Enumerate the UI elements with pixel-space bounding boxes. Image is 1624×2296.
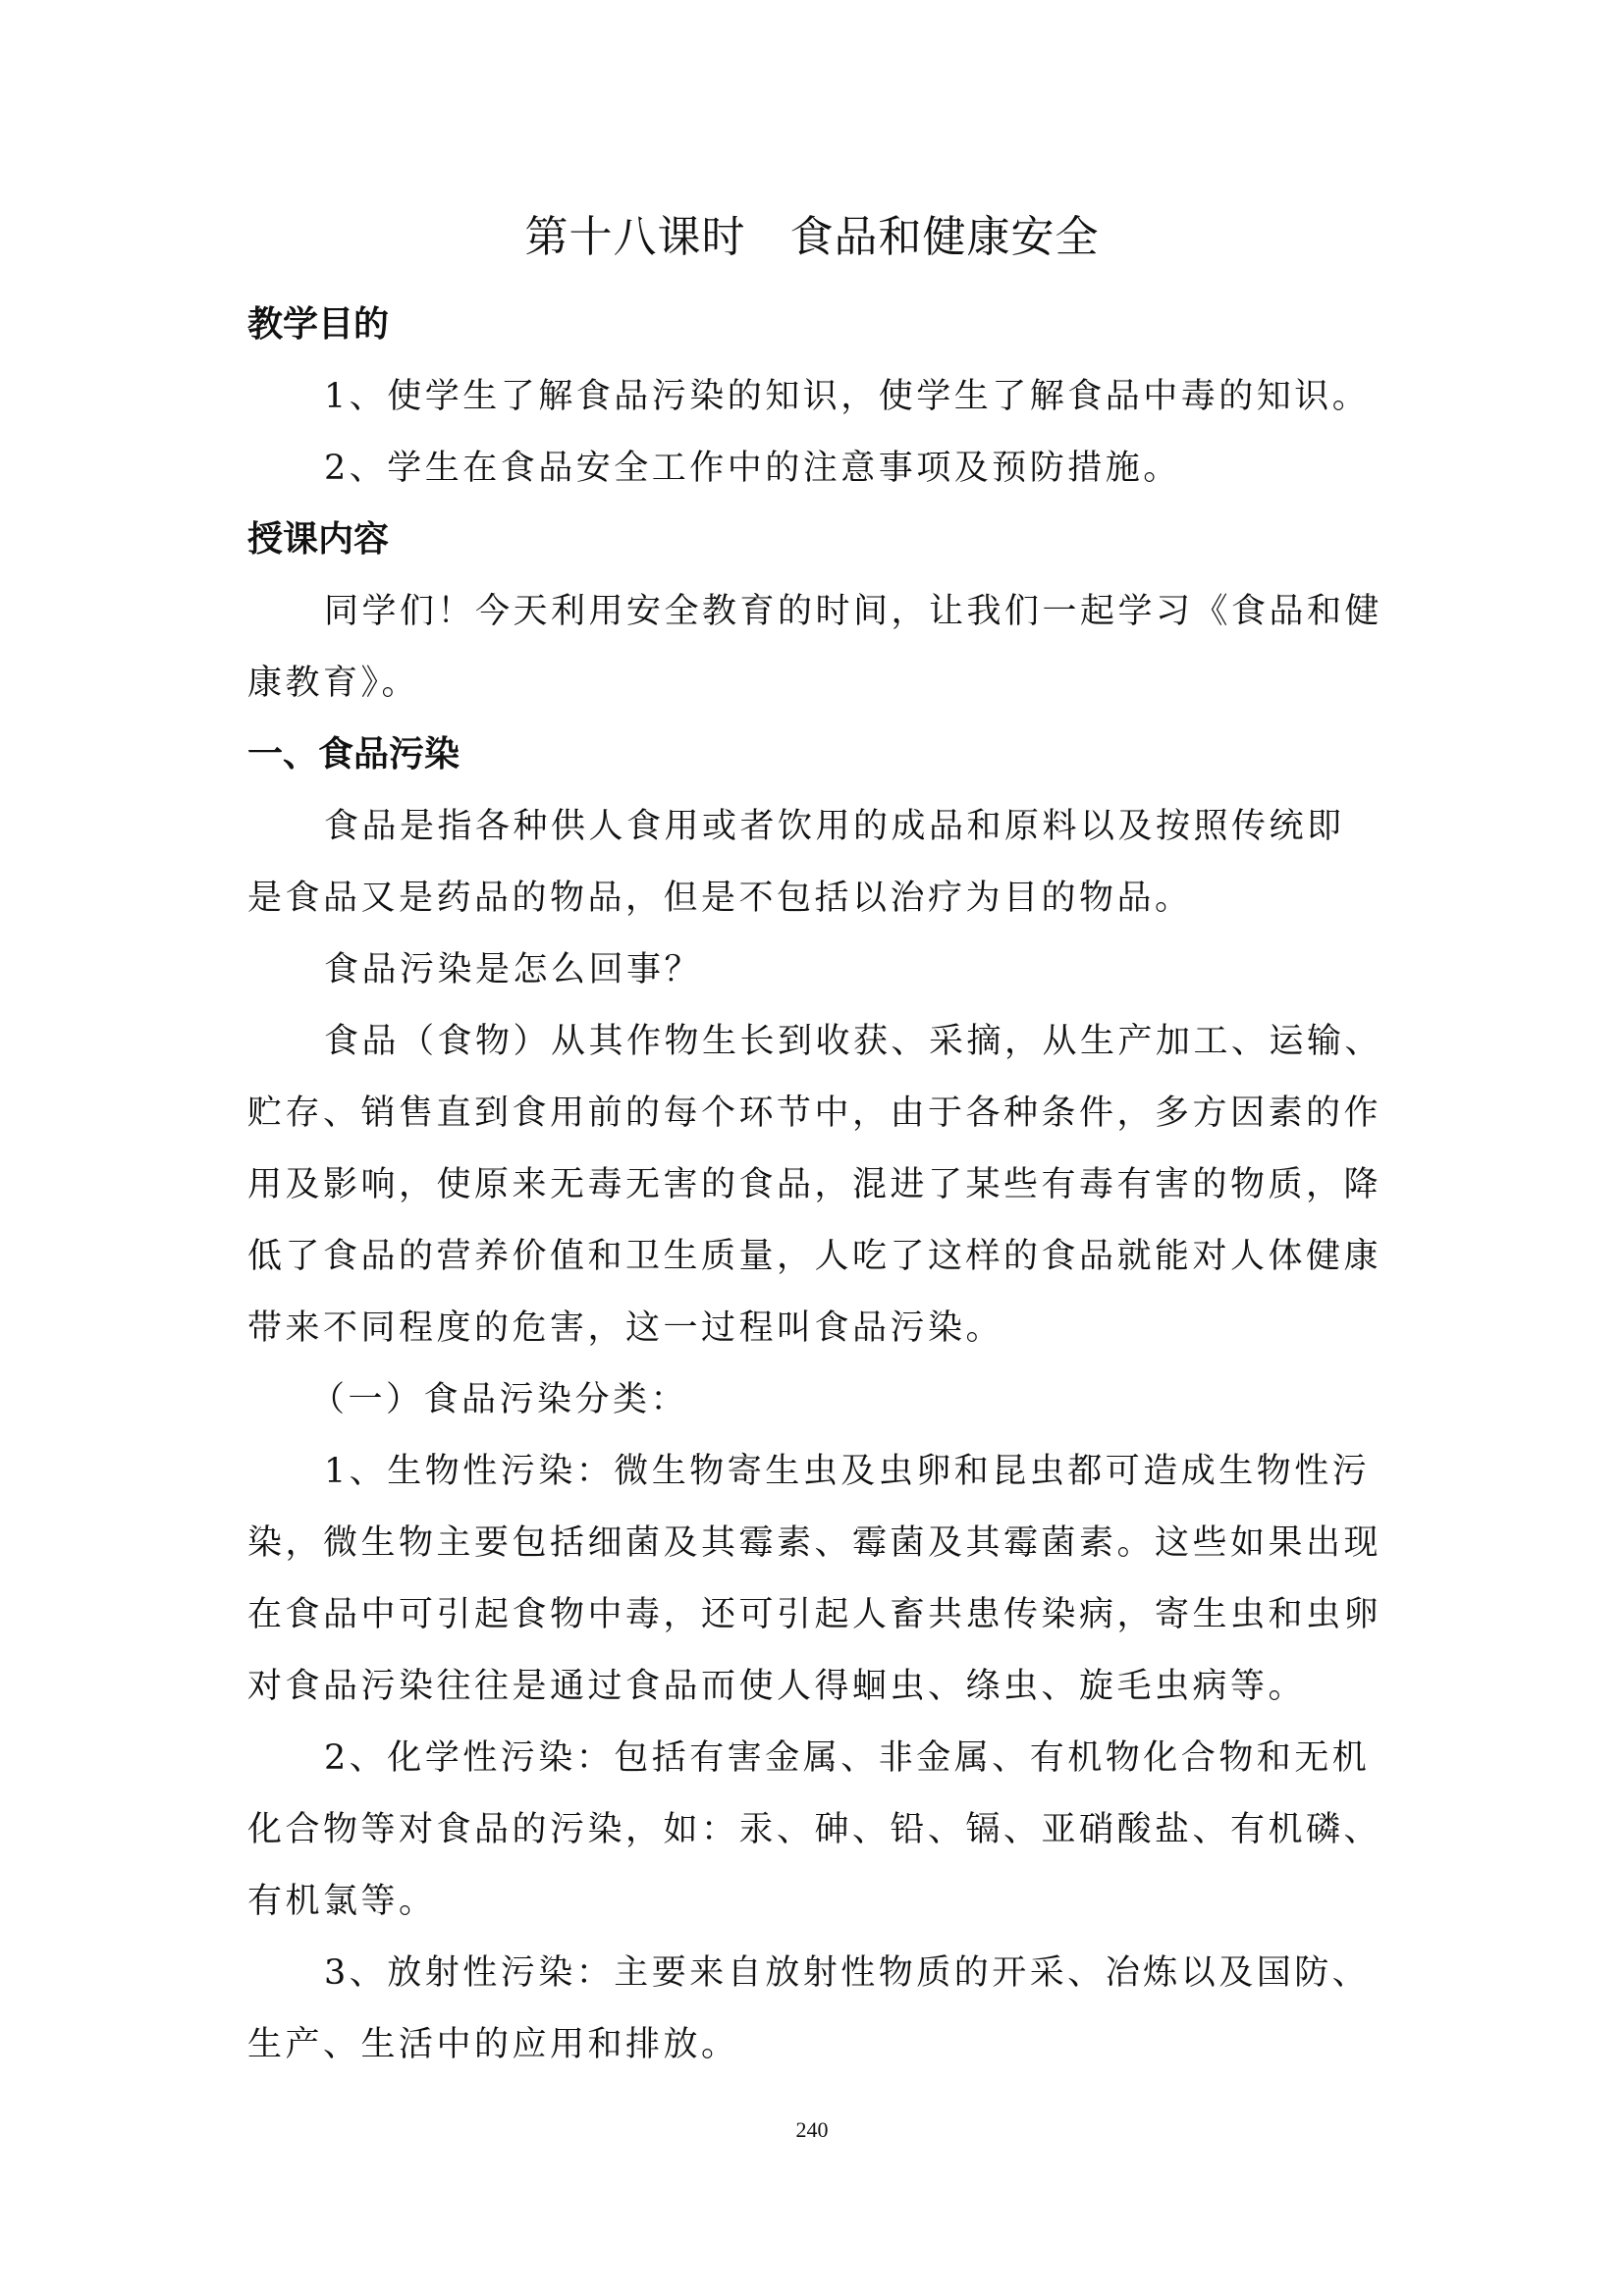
- biological-line-3: 在食品中可引起食物中毒，还可引起人畜共患传染病，寄生虫和虫卵: [247, 1595, 1382, 1634]
- section-heading-objectives: 教学目的: [247, 304, 390, 345]
- explanation-line-1: 食品（食物）从其作物生长到收获、采摘，从生产加工、运输、: [324, 1022, 1383, 1061]
- biological-line-4: 对食品污染往往是通过食品而使人得蛔虫、绦虫、旋毛虫病等。: [247, 1667, 1307, 1706]
- definition-line-2: 是食品又是药品的物品，但是不包括以治疗为目的物品。: [247, 879, 1193, 918]
- chemical-line-2: 化合物等对食品的污染，如：汞、砷、铅、镉、亚硝酸盐、有机磷、: [247, 1810, 1382, 1849]
- objective-item-1: 1、使学生了解食品污染的知识，使学生了解食品中毒的知识。: [324, 377, 1371, 416]
- explanation-line-4: 低了食品的营养价值和卫生质量，人吃了这样的食品就能对人体健康: [247, 1237, 1382, 1276]
- section-heading-content: 授课内容: [247, 519, 390, 560]
- section-heading-pollution: 一、食品污染: [247, 734, 460, 774]
- page-title: 第十八课时 食品和健康安全: [524, 212, 1100, 262]
- radioactive-line-1: 3、放射性污染：主要来自放射性物质的开采、冶炼以及国防、: [324, 1953, 1371, 1993]
- objective-item-2: 2、学生在食品安全工作中的注意事项及预防措施。: [324, 449, 1181, 488]
- chemical-line-1: 2、化学性污染：包括有害金属、非金属、有机物化合物和无机: [324, 1738, 1371, 1778]
- definition-line-1: 食品是指各种供人食用或者饮用的成品和原料以及按照传统即: [324, 807, 1345, 846]
- explanation-line-3: 用及影响，使原来无毒无害的食品，混进了某些有毒有害的物质，降: [247, 1165, 1382, 1204]
- explanation-line-2: 贮存、销售直到食用前的每个环节中，由于各种条件，多方因素的作: [247, 1094, 1382, 1133]
- intro-line-1: 同学们！今天利用安全教育的时间，让我们一起学习《食品和健: [324, 592, 1383, 631]
- intro-line-2: 康教育》。: [247, 664, 420, 703]
- biological-line-2: 染，微生物主要包括细菌及其霉素、霉菌及其霉菌素。这些如果出现: [247, 1523, 1382, 1563]
- biological-line-1: 1、生物性污染：微生物寄生虫及虫卵和昆虫都可造成生物性污: [324, 1452, 1371, 1491]
- explanation-line-5: 带来不同程度的危害，这一过程叫食品污染。: [247, 1308, 1004, 1348]
- page-number: 240: [795, 2117, 829, 2142]
- radioactive-line-2: 生产、生活中的应用和排放。: [247, 2025, 739, 2064]
- classification-heading: （一）食品污染分类：: [310, 1380, 689, 1419]
- pollution-question: 食品污染是怎么回事？: [324, 950, 703, 989]
- chemical-line-3: 有机氯等。: [247, 1882, 437, 1921]
